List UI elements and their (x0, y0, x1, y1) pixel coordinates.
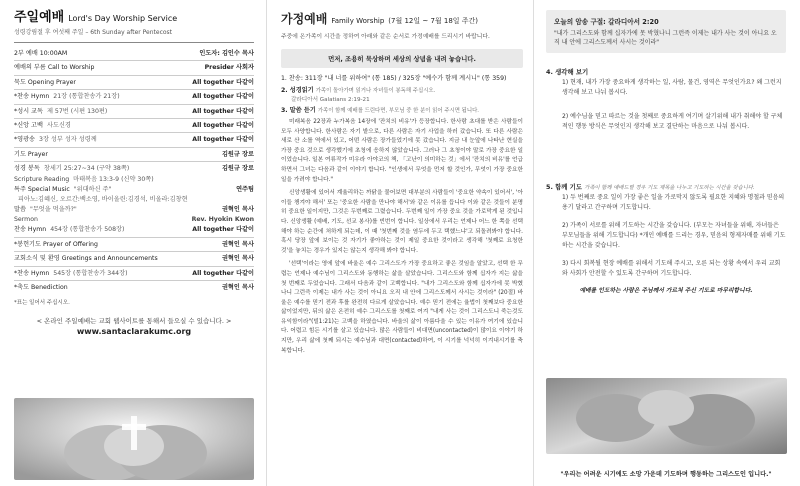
order-item-detail: 21장 (통합찬송가 21장) (53, 93, 120, 101)
service-title-en: Lord's Day Worship Service (68, 14, 178, 23)
order-item (14, 282, 254, 293)
order-item-leader: 권혁인 목사 (221, 206, 254, 214)
closing-instruction: 예배를 인도하는 사람은 주님께서 가르쳐 주신 기도로 마무리합니다. (579, 288, 753, 294)
order-of-worship (14, 48, 254, 294)
order-item (14, 48, 254, 59)
order-divider (14, 60, 254, 61)
order-item-name: *성시 교독 (14, 107, 43, 115)
reflection-item: 2) 예수님을 믿고 따르는 것을 첫째로 중요하게 여기며 살기위해 내가 취해야 할 구체적인 행동 방식은 무엇인지 생각해 보고 결단하는 마음으로 나눠 봅시다. (562, 113, 783, 130)
order-item-detail: 피아노:김혜신, 오르간:백소영, 바이올린:김경석, 비올라:김창현 (18, 196, 188, 204)
order-divider (14, 251, 254, 252)
order-item-detail (48, 149, 222, 160)
order-item-leader: 인도자: 김인수 목사 (199, 50, 254, 57)
worship-order-column (0, 0, 266, 486)
order-item-detail (76, 77, 192, 88)
prayer-instruction: 가족이 함께 예배드릴 경우 기도 제목을 나누고 기도하는 시간을 갖습니다. (584, 185, 755, 191)
order-item-leader: Presider 사회자 (204, 64, 254, 72)
order-item-name: 묵도 Opening Prayer (14, 78, 76, 86)
order-item-leader: Rev. Hyokin Kwon (191, 216, 254, 224)
order-item-detail: 3장 성부 성자 성령께 (39, 136, 97, 144)
order-item-leader: 권혁인 목사 (221, 240, 254, 248)
prayer-item: 3) 다시 회복될 현장 예배를 위해서 기도해 주시고, 오른 되는 상황 속에서 우리 교회와 사회가 안전할 수 있도록 간구하며 기도합니다. (562, 260, 781, 277)
order-item-name: Sermon (14, 216, 38, 224)
online-notice: < 온라인 주일예배는 교회 웹사이트를 통해서 들으실 수 있습니다. > (36, 316, 232, 325)
order-item-leader: All together 다같이 (192, 122, 254, 130)
order-item-detail (38, 215, 192, 224)
reflection-heading: 4. 생각해 보기 (546, 68, 589, 76)
standing-note: *표는 일어서 주십시오. (14, 299, 70, 306)
family-worship-dates: (7월 12일 ~ 7월 18일 주간) (388, 17, 479, 25)
family-worship-title-ko: 가정예배 (281, 12, 328, 26)
order-item (14, 268, 254, 279)
memory-verse-box (546, 10, 786, 53)
memory-verse-heading: 오늘의 암송 구절: 갈라디아서 2:20 (554, 18, 659, 26)
order-item-detail (68, 282, 222, 293)
reading-head: 2. 성경읽기 (281, 87, 314, 94)
praying-people-photo (546, 378, 787, 454)
order-divider (14, 104, 254, 105)
order-item-leader: All together 다같이 (192, 78, 254, 86)
order-item-detail: 제 57번 (시편 130편) (46, 107, 108, 115)
order-divider (14, 147, 254, 148)
order-item-name: *봉헌기도 Prayer of Offering (14, 240, 98, 248)
order-divider (14, 132, 254, 133)
order-item-detail (67, 48, 199, 59)
order-item-detail: 454장 (통합찬송가 508장) (50, 226, 125, 234)
order-item-name: Scripture Reading (14, 175, 70, 183)
order-item-name: *영광송 (14, 136, 36, 144)
meditation-banner: 먼저, 조용히 묵상하며 세상의 상념을 내려 놓습니다. (281, 49, 523, 68)
order-item-leader: 김원규 장로 (221, 150, 254, 158)
order-item (14, 62, 254, 73)
order-item-detail: "무엇을 먹을까?" (29, 206, 77, 214)
order-item-detail: 창세기 25:27~34 (구약 38쪽) (43, 165, 130, 173)
message-instruction: 가족이 함께 예배를 드린다면, 부모님 중 한 분이 읽어 주시면 됩니다. (317, 108, 480, 114)
order-divider (14, 75, 254, 76)
reading-heading (281, 86, 523, 96)
order-item-leader: All together 다같이 (192, 136, 254, 144)
reflection-column (533, 0, 800, 486)
family-worship-title-en: Family Worship (331, 17, 385, 25)
order-item (14, 134, 254, 145)
order-item-leader: 연주팀 (236, 185, 254, 193)
order-item-name: 2부 예배 10:00AM (14, 50, 68, 57)
memory-verse-text: "내가 그리스도와 함께 십자가에 못 박혔나니 그런즉 이제는 내가 사는 것이 아니요 오직 내 안에 그리스도께서 사시는 것이라" (554, 30, 777, 46)
order-divider (14, 237, 254, 238)
service-subtitle: 성령강림절 후 여섯째 주일 – 6th Sunday after Pentecost (14, 29, 173, 36)
prayer-item: 1) 두 번째로 중요 일이 가장 좋은 일을 가로막지 않도록 필요한 지혜와 명철과 믿음의 용기 달라고 간구하며 기도합니다. (562, 194, 785, 211)
order-item-name: *찬송 Hymn (14, 93, 50, 101)
family-worship-intro: 주중에 온가족이 시간을 정하여 아래와 같은 순서로 가정예배를 드리시기 바랍니다. (281, 34, 490, 40)
order-item-name: *신앙 고백 (14, 122, 43, 130)
order-item-name: 성경 봉독 (14, 165, 40, 173)
order-item (14, 195, 254, 204)
message-heading (281, 106, 523, 116)
order-item-detail: 사도신경 (46, 122, 71, 130)
service-title (14, 10, 254, 26)
reading-reference: 갈라디아서 Galatians 2:19-21 (291, 97, 370, 103)
order-item-name: 특주 Special Music (14, 185, 70, 193)
reading-instruction: 가족이 돌아가며 읽거나 자녀들이 봉독해 주십시오. (315, 88, 436, 94)
order-item (14, 77, 254, 88)
order-divider (14, 89, 254, 90)
order-item-leader: 권혁인 목사 (221, 284, 254, 292)
hymn-line: 1. 찬송: 311장 "내 너를 위하여" (통 185) / 325장 "예수가 함께 계시니" (통 359) (281, 75, 507, 82)
message-paragraph-1: 미래복음 22장과 누가복음 14장에 '잔치의 비유'가 등장합니다. 한사람 초대를 받은 사람들이 모두 사양합니다. 한사람은 자기 밭으로, 다른 사람은 자기 사업을 하러 갔습니다. 또 다른 사람은 새로 산 소를 역에서 있고, 어떤 사람은 장가들었기에 못 갔습니다. 지금 내 눈앞에 나타난 현실을 가장 중요 것으로 생각했기에 초청에 응하지 않았습니다. 그러나 그 초청이야 말로 가장 중요한 일이었습니다. 일본 여류작가 미우라 아야코의 책, 「고난이 의미하는 것」에서 '잔치의 비유'를 언급하면서 그녀는 다음과 같이 이야기 합니다. "인생에서 무엇을 먼저 할 것인가, 무엇이 가장 중요한 일을 가려야 합니다." (281, 119, 523, 183)
order-item-detail (94, 62, 204, 73)
order-item-leader: 김원규 장로 (221, 165, 254, 173)
order-item-detail: 마태복음 13:3-9 (신약 30쪽) (73, 175, 154, 183)
order-item (14, 253, 254, 264)
order-item-name: 교회소식 및 환영 Greetings and Announcements (14, 255, 158, 263)
order-item-detail: 545장 (통합찬송가 344장) (53, 269, 128, 277)
order-item (14, 175, 254, 184)
order-item-name: 예배의 부름 Call to Worship (14, 64, 95, 72)
order-item (14, 239, 254, 250)
order-item-leader: All together 다같이 (192, 226, 254, 234)
order-item-name: *축도 Benediction (14, 284, 68, 292)
order-divider (14, 280, 254, 281)
family-worship-column (266, 0, 533, 486)
praying-hands-photo (14, 398, 254, 480)
order-item (14, 106, 254, 117)
order-item-name: 기도 Prayer (14, 150, 48, 158)
divider (14, 42, 254, 43)
family-worship-title (281, 10, 523, 27)
order-item-name: 말씀 (14, 206, 26, 214)
prayer-head: 5. 함께 기도 (546, 183, 583, 191)
order-item-leader: All together 다같이 (192, 269, 254, 277)
order-item (14, 184, 254, 195)
service-title-ko: 주일예배 (14, 10, 65, 25)
order-item (14, 91, 254, 102)
order-item-leader: All together 다같이 (192, 93, 254, 101)
order-item (14, 163, 254, 174)
message-paragraph-3: '선택'이라는 영에 앞에 바울은 예수 그리스도가 가장 중요하고 좋은 것임을 알았고, 선택 한 무렵는 언제나 예수님이 그리스도와 동행하는 삶을 살았습니다. 그리스도와 함께 십자가 지는 삶을 첫 번째로 두었습니다. 그래서 다음과 같이 고백합니다. "내가 그리스도와 함께 십자가에 못 박혔나니 그런즉 이제는 내가 사는 것이 아니요 오직 내 안에 그리스도께서 사시는 것이라" (20절) 바울은 예수를 믿기 전과 후를 완전히 다르게 살았습니다. 예수 믿기 전에는 율법이 첫째보다 중요한 삶이었지만, 뒤의 삶은 온전히 예수 그리스도를 첫째로 여겨 "내게 사는 것이 그리스도니 죽는것도 유익함이라"(빌1:21)는 고백을 하였습니다. 바울의 삶이 아름다울 수 있는 이유가 여기에 있습니다. 어렵고 힘든 시기를 살고 있습니다. 많은 사람들이 비대면(uncontacted)이 많이요 이야기 하지만, 우리 삶에 첫째 되시는 예수님과 대면(contacted)하여, 이 시기를 넉넉히 이겨내시기를 축복합니다. (281, 261, 523, 354)
order-item-detail: "위대하신 주" (73, 185, 112, 193)
order-item-leader: 권혁인 목사 (221, 255, 254, 263)
order-item-name: *찬송 Hymn (14, 269, 50, 277)
order-item (14, 204, 254, 215)
message-head: 3. 말씀 듣기 (281, 107, 316, 114)
order-item (14, 120, 254, 131)
order-item (14, 149, 254, 160)
prayer-item: 2) 가족이 서로를 위해 기도하는 시간을 갖습니다. (부모는 자녀들을 위해, 자녀들은 부모님들을 위해 기도합니다) *개인 예배를 드리는 경우, 믿음의 형제자매를 위해 기도하는 시간을 갖습니다. (562, 222, 786, 249)
order-divider (14, 118, 254, 119)
message-paragraph-2: 신앙생활에 있어서 계율리하는 까닭을 물어보면 대부분의 사람들이 '중요한 약속이 있어서', '아이들 챙겨야 해서' 또는 '중요한 사람을 만나야 해서'와 같은 이유를 듭니다 이와 같은 것들이 분명히 중요한 일이지만, 그것은 두번째로 그렸습니다. 두번째 일이 가장 중요 것을 가로막게 된 것입니다. 신앙생활 (예배, 기도, 선교 봉사)를 빈번이 합니다. 일상에서 우리는 언제나 어느 한 쪽을 선택해야 하는 순간에 처하게 되는데, 이 때 '첫번째 것을 염두에 두고 택했느냐'고 되돌려봐야 합니다. 혹시 당장 앞에 보이는 것 자기가 좋아하는 것이 제일 중요한 것이라고 생각해 '첫째로 요청한 것'을 놓치는 경우가 있지는 않는지 생각해 봐야 합니다. (281, 190, 523, 254)
order-item (14, 215, 254, 224)
website-link[interactable]: www.santaclarakumc.org (76, 326, 192, 336)
closing-caption: "우리는 어려운 시기에도 소망 가운데 기도하며 행동하는 그리스도인 입니다." (560, 471, 772, 478)
order-item (14, 224, 254, 235)
order-item-name: 찬송 Hymn (14, 226, 47, 234)
reflection-item: 1) 현재, 내가 가장 중요하게 생각하는 일, 사람, 물건, 영역은 무엇인가요? 왜 그런지 생각해 보고 나눠 봅시다. (562, 79, 782, 96)
order-divider (14, 161, 254, 162)
order-divider (14, 266, 254, 267)
order-item-detail (98, 239, 222, 250)
order-item-detail (158, 253, 222, 264)
prayer-heading (546, 182, 786, 191)
order-item-leader: All together 다같이 (192, 107, 254, 115)
